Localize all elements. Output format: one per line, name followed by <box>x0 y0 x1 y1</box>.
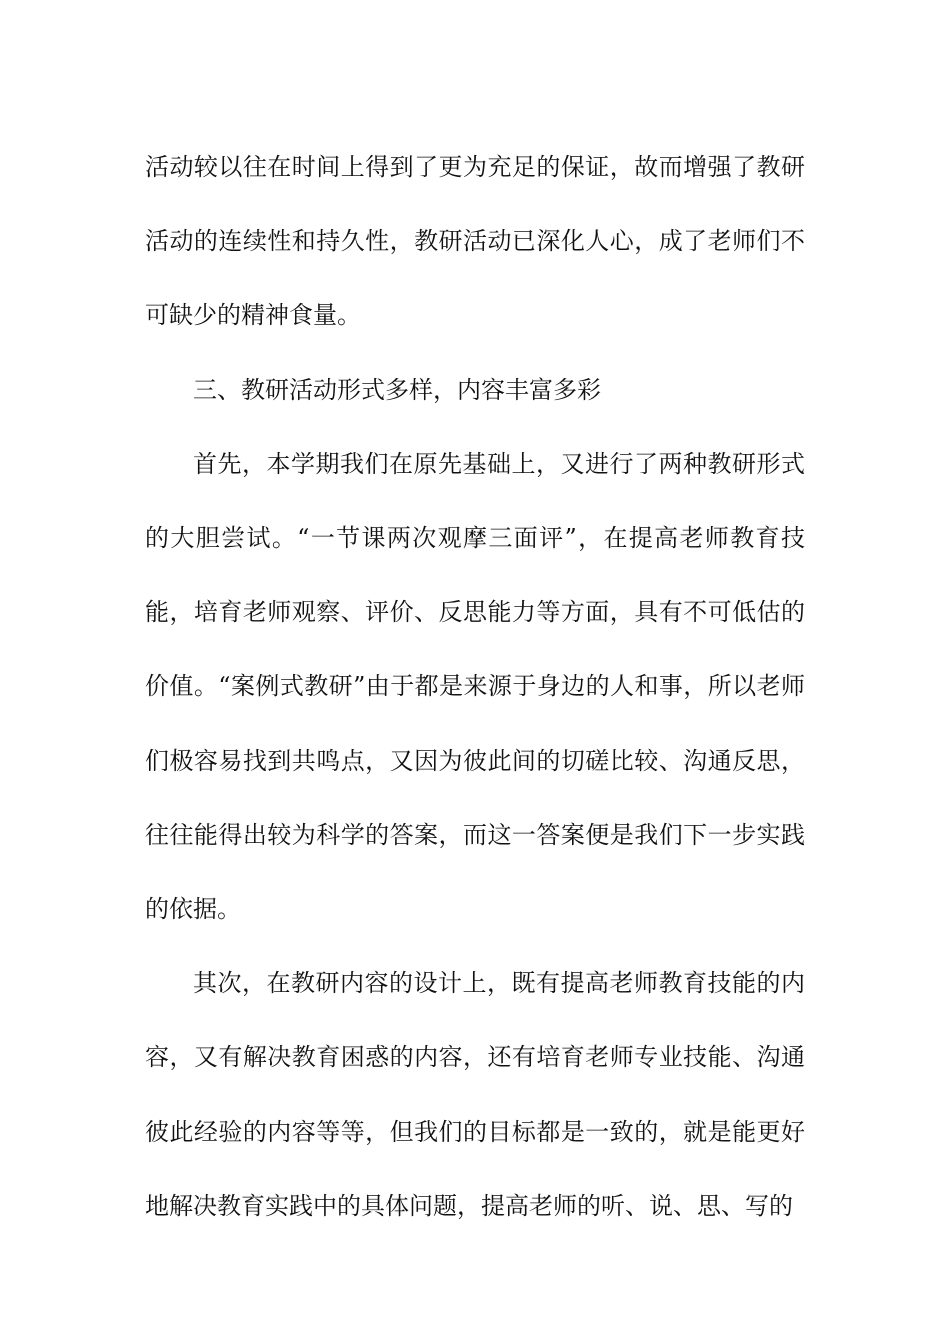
paragraph-first-point: 首先，本学期我们在原先基础上，又进行了两种教研形式的大胆尝试。“一节课两次观摩三面评”，在提高老师教育技能，培育老师观察、评价、反思能力等方面，具有不可低估的价值。“案例式教研”由于都是来源于身边的人和事，所以老师们极容易找到共鸣点，又因为彼此间的切磋比较、沟通反思，往往能得出较为科学的答案，而这一答案便是我们下一步实践的依据。 <box>145 449 805 924</box>
paragraph-continuation: 活动较以往在时间上得到了更为充足的保证，故而增强了教研活动的连续性和持久性，教研活动已深化人心，成了老师们不可缺少的精神食量。 <box>145 153 805 330</box>
section-heading: 三、教研活动形式多样，内容丰富多彩 <box>193 375 601 404</box>
paragraph-second-point: 其次，在教研内容的设计上，既有提高老师教育技能的内容，又有解决教育困惑的内容，还有培育老师专业技能、沟通彼此经验的内容等等，但我们的目标都是一致的，就是能更好地解决教育实践中的具体问题，提高老师的听、说、思、写的 <box>145 969 805 1220</box>
document-body <box>145 130 805 1243</box>
